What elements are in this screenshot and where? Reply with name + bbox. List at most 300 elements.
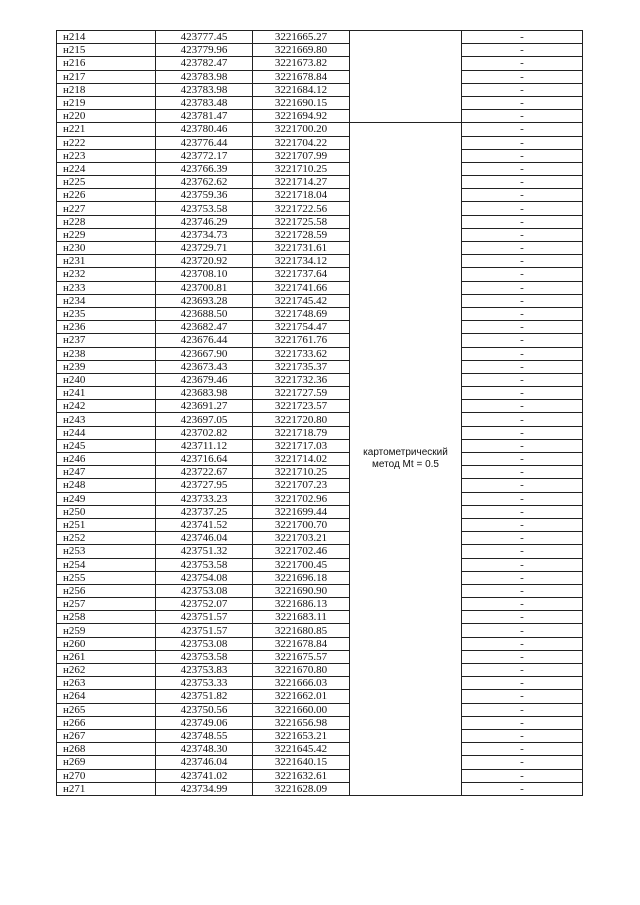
y-coordinate-cell: 3221678.84	[253, 637, 350, 650]
y-coordinate-cell: 3221718.04	[253, 189, 350, 202]
note-cell: -	[462, 492, 583, 505]
y-coordinate-cell: 3221714.27	[253, 176, 350, 189]
table-row	[57, 83, 583, 96]
note-cell: -	[462, 518, 583, 531]
note-cell: -	[462, 426, 583, 439]
x-coordinate-cell: 423683.98	[156, 387, 253, 400]
point-id-cell: н253	[57, 545, 156, 558]
point-id-cell: н242	[57, 400, 156, 413]
point-id-cell: н262	[57, 664, 156, 677]
x-coordinate-cell: 423691.27	[156, 400, 253, 413]
point-id-cell: н240	[57, 373, 156, 386]
point-id-cell: н230	[57, 242, 156, 255]
point-id-cell: н223	[57, 149, 156, 162]
note-cell: -	[462, 611, 583, 624]
table-row	[57, 136, 583, 149]
y-coordinate-cell: 3221704.22	[253, 136, 350, 149]
table-row	[57, 189, 583, 202]
x-coordinate-cell: 423783.48	[156, 96, 253, 109]
y-coordinate-cell: 3221645.42	[253, 743, 350, 756]
x-coordinate-cell: 423733.23	[156, 492, 253, 505]
y-coordinate-cell: 3221683.11	[253, 611, 350, 624]
x-coordinate-cell: 423780.46	[156, 123, 253, 136]
x-coordinate-cell: 423693.28	[156, 294, 253, 307]
table-row	[57, 162, 583, 175]
table-row	[57, 44, 583, 57]
y-coordinate-cell: 3221703.21	[253, 532, 350, 545]
table-row	[57, 479, 583, 492]
note-cell: -	[462, 31, 583, 44]
y-coordinate-cell: 3221723.57	[253, 400, 350, 413]
x-coordinate-cell: 423741.52	[156, 518, 253, 531]
point-id-cell: н216	[57, 57, 156, 70]
x-coordinate-cell: 423702.82	[156, 426, 253, 439]
note-cell: -	[462, 532, 583, 545]
table-row	[57, 373, 583, 386]
x-coordinate-cell: 423751.82	[156, 690, 253, 703]
point-id-cell: н233	[57, 281, 156, 294]
note-cell: -	[462, 729, 583, 742]
point-id-cell: н271	[57, 782, 156, 795]
y-coordinate-cell: 3221690.90	[253, 584, 350, 597]
note-cell: -	[462, 479, 583, 492]
x-coordinate-cell: 423734.99	[156, 782, 253, 795]
point-id-cell: н251	[57, 518, 156, 531]
method-cell-blank	[350, 31, 462, 44]
table-row	[57, 729, 583, 742]
point-id-cell: н250	[57, 505, 156, 518]
note-cell: -	[462, 373, 583, 386]
point-id-cell: н244	[57, 426, 156, 439]
y-coordinate-cell: 3221662.01	[253, 690, 350, 703]
table-row	[57, 387, 583, 400]
note-cell: -	[462, 664, 583, 677]
table-row	[57, 202, 583, 215]
point-id-cell: н267	[57, 729, 156, 742]
x-coordinate-cell: 423752.07	[156, 598, 253, 611]
x-coordinate-cell: 423700.81	[156, 281, 253, 294]
table-row	[57, 334, 583, 347]
x-coordinate-cell: 423741.02	[156, 769, 253, 782]
table-row	[57, 782, 583, 795]
y-coordinate-cell: 3221732.36	[253, 373, 350, 386]
note-cell: -	[462, 321, 583, 334]
x-coordinate-cell: 423782.47	[156, 57, 253, 70]
x-coordinate-cell: 423727.95	[156, 479, 253, 492]
point-id-cell: н270	[57, 769, 156, 782]
y-coordinate-cell: 3221754.47	[253, 321, 350, 334]
table-row	[57, 598, 583, 611]
note-cell: -	[462, 228, 583, 241]
table-row	[57, 307, 583, 320]
x-coordinate-cell: 423697.05	[156, 413, 253, 426]
y-coordinate-cell: 3221718.79	[253, 426, 350, 439]
x-coordinate-cell: 423779.96	[156, 44, 253, 57]
y-coordinate-cell: 3221727.59	[253, 387, 350, 400]
note-cell: -	[462, 162, 583, 175]
y-coordinate-cell: 3221656.98	[253, 716, 350, 729]
table-row	[57, 70, 583, 83]
y-coordinate-cell: 3221707.99	[253, 149, 350, 162]
table-row	[57, 650, 583, 663]
x-coordinate-cell: 423734.73	[156, 228, 253, 241]
y-coordinate-cell: 3221735.37	[253, 360, 350, 373]
point-id-cell: н217	[57, 70, 156, 83]
note-cell: -	[462, 690, 583, 703]
x-coordinate-cell: 423772.17	[156, 149, 253, 162]
y-coordinate-cell: 3221696.18	[253, 571, 350, 584]
point-id-cell: н255	[57, 571, 156, 584]
x-coordinate-cell: 423751.57	[156, 624, 253, 637]
point-id-cell: н263	[57, 677, 156, 690]
y-coordinate-cell: 3221741.66	[253, 281, 350, 294]
point-id-cell: н256	[57, 584, 156, 597]
note-cell: -	[462, 149, 583, 162]
point-id-cell: н221	[57, 123, 156, 136]
point-id-cell: н264	[57, 690, 156, 703]
note-cell: -	[462, 703, 583, 716]
point-id-cell: н239	[57, 360, 156, 373]
note-cell: -	[462, 70, 583, 83]
table-row	[57, 294, 583, 307]
table-row	[57, 110, 583, 123]
table-row	[57, 268, 583, 281]
table-row	[57, 149, 583, 162]
note-cell: -	[462, 387, 583, 400]
x-coordinate-cell: 423783.98	[156, 70, 253, 83]
table-row	[57, 347, 583, 360]
note-cell: -	[462, 255, 583, 268]
note-cell: -	[462, 123, 583, 136]
x-coordinate-cell: 423682.47	[156, 321, 253, 334]
note-cell: -	[462, 439, 583, 452]
point-id-cell: н229	[57, 228, 156, 241]
method-cell-blank	[350, 44, 462, 57]
table-row	[57, 558, 583, 571]
coordinates-table-body	[57, 31, 583, 796]
note-cell: -	[462, 716, 583, 729]
table-row	[57, 690, 583, 703]
point-id-cell: н248	[57, 479, 156, 492]
note-cell: -	[462, 176, 583, 189]
y-coordinate-cell: 3221665.27	[253, 31, 350, 44]
note-cell: -	[462, 242, 583, 255]
y-coordinate-cell: 3221684.12	[253, 83, 350, 96]
note-cell: -	[462, 202, 583, 215]
note-cell: -	[462, 268, 583, 281]
point-id-cell: н231	[57, 255, 156, 268]
note-cell: -	[462, 756, 583, 769]
x-coordinate-cell: 423720.92	[156, 255, 253, 268]
table-row	[57, 439, 583, 452]
note-cell: -	[462, 334, 583, 347]
table-row	[57, 176, 583, 189]
point-id-cell: н245	[57, 439, 156, 452]
table-row	[57, 453, 583, 466]
method-cell-blank	[350, 70, 462, 83]
point-id-cell: н215	[57, 44, 156, 57]
note-cell: -	[462, 83, 583, 96]
table-row	[57, 360, 583, 373]
point-id-cell: н227	[57, 202, 156, 215]
table-row	[57, 281, 583, 294]
point-id-cell: н226	[57, 189, 156, 202]
x-coordinate-cell: 423753.58	[156, 558, 253, 571]
point-id-cell: н225	[57, 176, 156, 189]
y-coordinate-cell: 3221699.44	[253, 505, 350, 518]
y-coordinate-cell: 3221640.15	[253, 756, 350, 769]
x-coordinate-cell: 423711.12	[156, 439, 253, 452]
table-row	[57, 703, 583, 716]
note-cell: -	[462, 558, 583, 571]
table-row	[57, 228, 583, 241]
table-row	[57, 255, 583, 268]
method-cell-blank	[350, 83, 462, 96]
x-coordinate-cell: 423783.98	[156, 83, 253, 96]
note-cell: -	[462, 466, 583, 479]
point-id-cell: н222	[57, 136, 156, 149]
y-coordinate-cell: 3221725.58	[253, 215, 350, 228]
table-row	[57, 31, 583, 44]
method-cell: картометрический метод Mt = 0.5	[350, 123, 462, 796]
note-cell: -	[462, 400, 583, 413]
table-row	[57, 545, 583, 558]
y-coordinate-cell: 3221678.84	[253, 70, 350, 83]
point-id-cell: н234	[57, 294, 156, 307]
note-cell: -	[462, 281, 583, 294]
table-row	[57, 664, 583, 677]
table-row	[57, 96, 583, 109]
x-coordinate-cell: 423753.58	[156, 650, 253, 663]
y-coordinate-cell: 3221700.45	[253, 558, 350, 571]
table-row	[57, 532, 583, 545]
y-coordinate-cell: 3221669.80	[253, 44, 350, 57]
table-row	[57, 624, 583, 637]
point-id-cell: н265	[57, 703, 156, 716]
table-row	[57, 677, 583, 690]
table-row	[57, 584, 583, 597]
y-coordinate-cell: 3221710.25	[253, 162, 350, 175]
note-cell: -	[462, 110, 583, 123]
point-id-cell: н260	[57, 637, 156, 650]
x-coordinate-cell: 423753.08	[156, 584, 253, 597]
table-row	[57, 400, 583, 413]
x-coordinate-cell: 423676.44	[156, 334, 253, 347]
note-cell: -	[462, 453, 583, 466]
y-coordinate-cell: 3221761.76	[253, 334, 350, 347]
point-id-cell: н247	[57, 466, 156, 479]
note-cell: -	[462, 584, 583, 597]
note-cell: -	[462, 189, 583, 202]
note-cell: -	[462, 545, 583, 558]
point-id-cell: н246	[57, 453, 156, 466]
note-cell: -	[462, 215, 583, 228]
point-id-cell: н241	[57, 387, 156, 400]
table-row	[57, 743, 583, 756]
table-row	[57, 505, 583, 518]
point-id-cell: н266	[57, 716, 156, 729]
x-coordinate-cell: 423777.45	[156, 31, 253, 44]
x-coordinate-cell: 423753.58	[156, 202, 253, 215]
y-coordinate-cell: 3221731.61	[253, 242, 350, 255]
y-coordinate-cell: 3221675.57	[253, 650, 350, 663]
point-id-cell: н254	[57, 558, 156, 571]
x-coordinate-cell: 423766.39	[156, 162, 253, 175]
y-coordinate-cell: 3221680.85	[253, 624, 350, 637]
y-coordinate-cell: 3221690.15	[253, 96, 350, 109]
y-coordinate-cell: 3221717.03	[253, 439, 350, 452]
table-row	[57, 57, 583, 70]
y-coordinate-cell: 3221722.56	[253, 202, 350, 215]
point-id-cell: н268	[57, 743, 156, 756]
table-row	[57, 242, 583, 255]
note-cell: -	[462, 650, 583, 663]
y-coordinate-cell: 3221733.62	[253, 347, 350, 360]
point-id-cell: н249	[57, 492, 156, 505]
x-coordinate-cell: 423749.06	[156, 716, 253, 729]
x-coordinate-cell: 423750.56	[156, 703, 253, 716]
note-cell: -	[462, 571, 583, 584]
note-cell: -	[462, 624, 583, 637]
table-row	[57, 637, 583, 650]
y-coordinate-cell: 3221714.02	[253, 453, 350, 466]
x-coordinate-cell: 423679.46	[156, 373, 253, 386]
point-id-cell: н259	[57, 624, 156, 637]
table-row	[57, 716, 583, 729]
x-coordinate-cell: 423753.08	[156, 637, 253, 650]
method-cell-blank	[350, 96, 462, 109]
x-coordinate-cell: 423776.44	[156, 136, 253, 149]
note-cell: -	[462, 57, 583, 70]
note-cell: -	[462, 413, 583, 426]
y-coordinate-cell: 3221745.42	[253, 294, 350, 307]
x-coordinate-cell: 423748.55	[156, 729, 253, 742]
point-id-cell: н235	[57, 307, 156, 320]
y-coordinate-cell: 3221748.69	[253, 307, 350, 320]
point-id-cell: н228	[57, 215, 156, 228]
x-coordinate-cell: 423751.32	[156, 545, 253, 558]
note-cell: -	[462, 136, 583, 149]
table-row	[57, 756, 583, 769]
x-coordinate-cell: 423759.36	[156, 189, 253, 202]
note-cell: -	[462, 360, 583, 373]
y-coordinate-cell: 3221728.59	[253, 228, 350, 241]
note-cell: -	[462, 743, 583, 756]
table-row	[57, 571, 583, 584]
point-id-cell: н218	[57, 83, 156, 96]
point-id-cell: н236	[57, 321, 156, 334]
point-id-cell: н224	[57, 162, 156, 175]
y-coordinate-cell: 3221632.61	[253, 769, 350, 782]
x-coordinate-cell: 423746.29	[156, 215, 253, 228]
x-coordinate-cell: 423762.62	[156, 176, 253, 189]
x-coordinate-cell: 423737.25	[156, 505, 253, 518]
table-row	[57, 413, 583, 426]
point-id-cell: н232	[57, 268, 156, 281]
y-coordinate-cell: 3221702.96	[253, 492, 350, 505]
table-row	[57, 769, 583, 782]
table-row	[57, 611, 583, 624]
table-row	[57, 518, 583, 531]
x-coordinate-cell: 423746.04	[156, 756, 253, 769]
y-coordinate-cell: 3221686.13	[253, 598, 350, 611]
y-coordinate-cell: 3221702.46	[253, 545, 350, 558]
table-row	[57, 492, 583, 505]
point-id-cell: н269	[57, 756, 156, 769]
note-cell: -	[462, 294, 583, 307]
point-id-cell: н258	[57, 611, 156, 624]
note-cell: -	[462, 598, 583, 611]
x-coordinate-cell: 423673.43	[156, 360, 253, 373]
point-id-cell: н257	[57, 598, 156, 611]
y-coordinate-cell: 3221666.03	[253, 677, 350, 690]
x-coordinate-cell: 423716.64	[156, 453, 253, 466]
point-id-cell: н214	[57, 31, 156, 44]
point-id-cell: н237	[57, 334, 156, 347]
table-row	[57, 215, 583, 228]
x-coordinate-cell: 423753.83	[156, 664, 253, 677]
y-coordinate-cell: 3221734.12	[253, 255, 350, 268]
y-coordinate-cell: 3221660.00	[253, 703, 350, 716]
y-coordinate-cell: 3221628.09	[253, 782, 350, 795]
x-coordinate-cell: 423746.04	[156, 532, 253, 545]
point-id-cell: н261	[57, 650, 156, 663]
x-coordinate-cell: 423748.30	[156, 743, 253, 756]
y-coordinate-cell: 3221710.25	[253, 466, 350, 479]
y-coordinate-cell: 3221700.70	[253, 518, 350, 531]
y-coordinate-cell: 3221720.80	[253, 413, 350, 426]
table-row	[57, 123, 583, 136]
y-coordinate-cell: 3221653.21	[253, 729, 350, 742]
table-row	[57, 466, 583, 479]
point-id-cell: н220	[57, 110, 156, 123]
coordinates-table	[56, 30, 583, 796]
x-coordinate-cell: 423754.08	[156, 571, 253, 584]
note-cell: -	[462, 769, 583, 782]
y-coordinate-cell: 3221694.92	[253, 110, 350, 123]
x-coordinate-cell: 423708.10	[156, 268, 253, 281]
y-coordinate-cell: 3221670.80	[253, 664, 350, 677]
note-cell: -	[462, 44, 583, 57]
point-id-cell: н252	[57, 532, 156, 545]
note-cell: -	[462, 347, 583, 360]
note-cell: -	[462, 637, 583, 650]
y-coordinate-cell: 3221737.64	[253, 268, 350, 281]
point-id-cell: н238	[57, 347, 156, 360]
method-cell-blank	[350, 57, 462, 70]
x-coordinate-cell: 423781.47	[156, 110, 253, 123]
note-cell: -	[462, 505, 583, 518]
note-cell: -	[462, 96, 583, 109]
x-coordinate-cell: 423688.50	[156, 307, 253, 320]
note-cell: -	[462, 782, 583, 795]
x-coordinate-cell: 423722.67	[156, 466, 253, 479]
x-coordinate-cell: 423751.57	[156, 611, 253, 624]
x-coordinate-cell: 423667.90	[156, 347, 253, 360]
y-coordinate-cell: 3221673.82	[253, 57, 350, 70]
y-coordinate-cell: 3221700.20	[253, 123, 350, 136]
table-row	[57, 321, 583, 334]
x-coordinate-cell: 423729.71	[156, 242, 253, 255]
table-row	[57, 426, 583, 439]
point-id-cell: н243	[57, 413, 156, 426]
y-coordinate-cell: 3221707.23	[253, 479, 350, 492]
note-cell: -	[462, 677, 583, 690]
point-id-cell: н219	[57, 96, 156, 109]
x-coordinate-cell: 423753.33	[156, 677, 253, 690]
note-cell: -	[462, 307, 583, 320]
method-cell-blank	[350, 110, 462, 123]
